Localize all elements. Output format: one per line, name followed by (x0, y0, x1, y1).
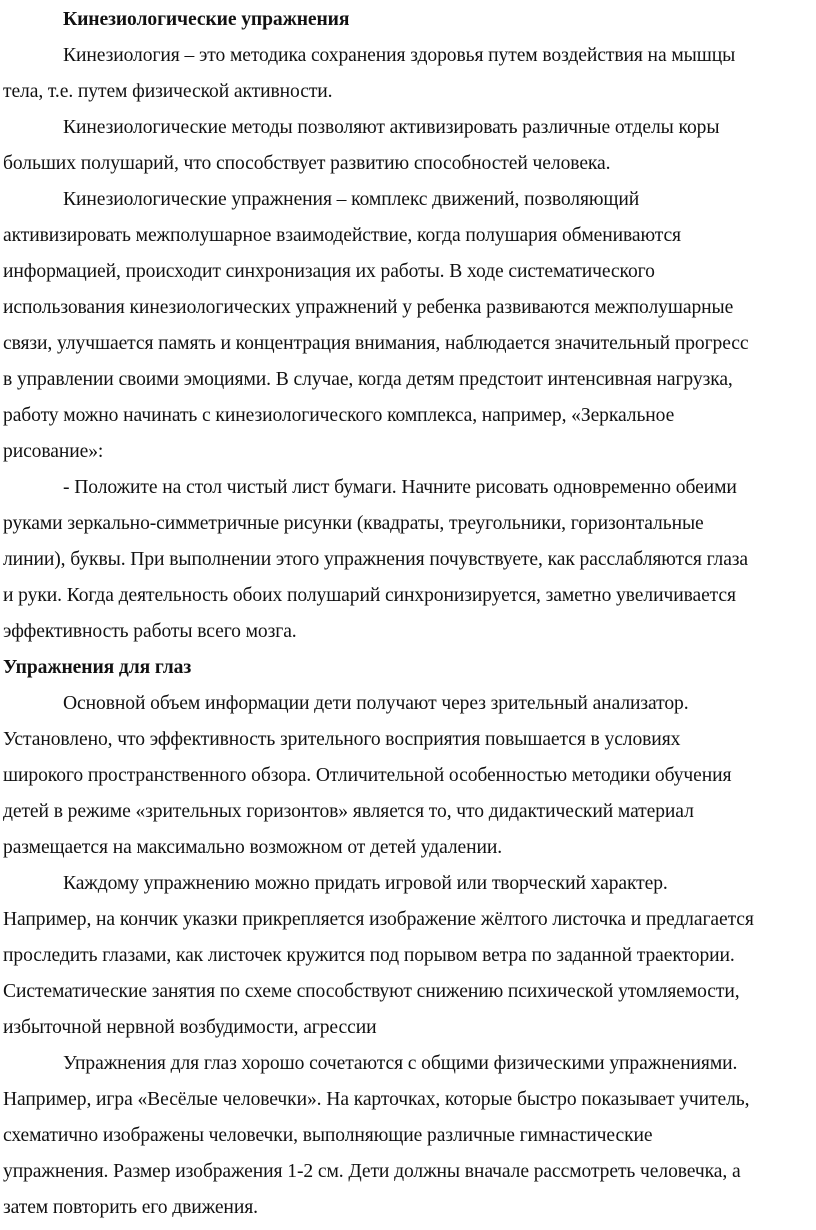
text-line: - Положите на стол чистый лист бумаги. Начните рисовать одновременно обеими (63, 477, 737, 498)
text-line: Кинезиология – это методика сохранения здоровья путем воздействия на мышцы (63, 45, 736, 66)
text-line: детей в режиме «зрительных горизонтов» является то, что дидактический материал (3, 801, 694, 822)
paragraph-5 (3, 686, 813, 866)
text-line: Упражнения для глаз хорошо сочетаются с общими физическими упражнениями. (63, 1053, 738, 1074)
text-line: связи, улучшается память и концентрация внимания, наблюдается значительный прогресс (3, 333, 749, 354)
text-line: активизировать межполушарное взаимодействие, когда полушария обмениваются (3, 225, 681, 246)
text-line: Кинезиологические упражнения – комплекс движений, позволяющий (63, 189, 640, 210)
paragraph-4 (3, 470, 813, 650)
text-line: в управлении своими эмоциями. В случае, когда детям предстоит интенсивная нагрузка, (3, 369, 733, 390)
text-line: Основной объем информации дети получают через зрительный анализатор. (63, 693, 689, 714)
text-line: работу можно начинать с кинезиологического комплекса, например, «Зеркальное (3, 405, 675, 426)
text-line: линии), буквы. При выполнении этого упражнения почувствуете, как расслабляются глаза (3, 549, 749, 570)
text-line: Каждому упражнению можно придать игровой или творческий характер. (63, 873, 668, 894)
text-line: широкого пространственного обзора. Отличительной особенностью методики обучения (3, 765, 732, 786)
text-line: Установлено, что эффективность зрительного восприятия повышается в условиях (3, 729, 681, 750)
paragraph-1 (3, 38, 813, 110)
text-line: и руки. Когда деятельность обоих полушарий синхронизируется, заметно увеличивается (3, 585, 736, 606)
text-line: проследить глазами, как листочек кружится под порывом ветра по заданной траектории. (3, 945, 735, 966)
text-line: упражнения. Размер изображения 1-2 см. Дети должны вначале рассмотреть человечка, а (3, 1161, 741, 1182)
heading-eye-exercises: Упражнения для глаз (3, 657, 192, 678)
text-line: Кинезиологические методы позволяют активизировать различные отделы коры (63, 117, 720, 138)
text-line: рисование»: (3, 441, 104, 462)
text-line: схематично изображены человечки, выполняющие различные гимнастические (3, 1125, 653, 1146)
text-line: руками зеркально-симметричные рисунки (квадраты, треугольники, горизонтальные (3, 513, 704, 534)
heading-kinesiology: Кинезиологические упражнения (63, 9, 350, 30)
text-line: тела, т.е. путем физической активности. (3, 81, 333, 102)
text-line: избыточной нервной возбудимости, агрессии (3, 1017, 377, 1038)
paragraph-7 (3, 1046, 813, 1226)
text-line: информацией, происходит синхронизация их работы. В ходе систематического (3, 261, 655, 282)
text-line: Например, игра «Весёлые человечки». На карточках, которые быстро показывает учитель, (3, 1089, 750, 1110)
text-line: использования кинезиологических упражнений у ребенка развиваются межполушарные (3, 297, 734, 318)
text-line: размещается на максимально возможном от детей удалении. (3, 837, 503, 858)
paragraph-2 (3, 110, 813, 182)
text-line: затем повторить его движения. (3, 1197, 258, 1218)
paragraph-6 (3, 866, 813, 1046)
paragraph-3 (3, 182, 813, 470)
document-page (3, 2, 813, 1226)
text-line: больших полушарий, что способствует развитию способностей человека. (3, 153, 611, 174)
text-line: Систематические занятия по схеме способствуют снижению психической утомляемости, (3, 981, 740, 1002)
text-line: эффективность работы всего мозга. (3, 621, 297, 642)
text-line: Например, на кончик указки прикрепляется изображение жёлтого листочка и предлагается (3, 909, 754, 930)
